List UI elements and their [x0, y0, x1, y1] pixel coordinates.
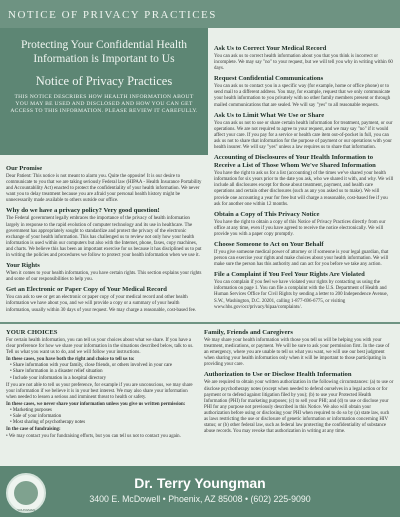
list-item: • Include your information in a hospital directory: [10, 375, 107, 381]
section-body: When it comes to your health information, you have certain rights. This section explains your rights and some of our responsibilities to help you.: [6, 271, 202, 283]
hero-panel: [0, 28, 208, 155]
section-body: If you give someone medical power of attorney or if someone is your legal guardian, that person can exercise your rights and make choices about your health information. We will make sure the person has this authority and can act for you before we take any action.: [214, 249, 389, 268]
section-title: Your Rights: [6, 262, 40, 270]
section-title: Get an Electronic or Paper Copy of Your Medical Record: [6, 286, 167, 294]
never-head: In these cases, we never share your information unless you give us written permission:: [6, 401, 186, 407]
doctor-name: Dr. Terry Youngman: [134, 475, 266, 491]
section-divider: [0, 322, 400, 324]
fundraising-head: In the case of fundraising:: [6, 427, 61, 433]
section-body: We are required to obtain your written authorization in the following circumstances: (a) to use or disclose psychotherapy notes (except when needed to defend ourselves in a legal action or for payment or to defend against litigation filed by you); (b) to use your Protected Health Information (PHI) for marketing purposes; (c) to sell your PHI; and (d) to use or disclose your PHI for any purpose not previously described in this Notice. We also will obtain your authorization before using or disclosing your PHI when required to do so by (a) state law, such as laws restricting the use or disclosure of genetic information or information concerning HIV status; or (b) other federal law, such as federal law protecting the confidentiality of substance abuse records. You may revoke that authorization in writing at any time.: [204, 380, 394, 435]
list-item: • Marketing purposes: [10, 408, 52, 414]
section-title: Ask Us to Correct Your Medical Record: [214, 45, 327, 52]
list-item: • Share information with your family, close friends, or others involved in your care: [10, 363, 173, 369]
section-body: You can ask us not to use or share certain health information for treatment, payment, or our operations. We are not required to agree to your request, and we may say "no" if it would affect your care. If you pay for a service or health care item out-of-pocket in full, you can ask us not to share that information for the purpose of payment or our operations with your health insurer. We will say "yes" unless a law requires us to share that information.: [214, 120, 393, 151]
choices-note: If you are not able to tell us your preference, for example if you are unconscious, we may share your information if we believe it is in your best interest. We may also share your information when needed to lessen a serious and imminent threat to health or safety.: [6, 382, 193, 400]
section-title: Why do we have a privacy policy? Very good question!: [6, 207, 160, 215]
section-body: We may share your health information with those you tell us will be helping you with your treatment, medications, or payment. We will be sure to ask your permission first. In the case of an emergency, where you are unable to tell us what you want, we will use our best judgment when sharing your health information only when it will be important to those participating in providing your care.: [204, 338, 390, 368]
choices-title: YOUR CHOICES: [6, 329, 58, 336]
section-body: You have the right to obtain a copy of this Notice of Privacy Practices directly from our office at any time, even if you have agreed to receive the notice electronically. We will provide you with a paper copy promptly.: [214, 219, 386, 237]
right-column: [214, 42, 394, 322]
section-body: You can ask us to correct health information about you that you think is incorrect or incomplete. We may say "no" to your request, but we will tell you why in writing within 60 days.: [214, 54, 393, 72]
section-title: Our Promise: [6, 165, 43, 172]
choices-cases-head: In these cases, you have both the right and choice to tell us to:: [6, 357, 135, 363]
section-title: Obtain a Copy of This Privacy Notice: [214, 210, 320, 218]
section-body: You can ask us to contact you in a specific way (for example, home or office phone) or to send mail to a different address. You may, for example, request that we only communicate your health information to you privately with no other family members present or through mailed communications that are sealed. We will say "yes" to all reasonable requests.: [214, 84, 391, 108]
section-body: You can complain if you feel we have violated your rights by contacting us using the information on page 1. You can file a complaint with the U.S. Department of Health and Human Services Office for Civil Rights by sending a letter to 200 Independence Avenue, S.W., Washington, D.C. 20201, calling 1-877-696-6775, or visiting www.hhs.gov/ocr/privacy/hipaa/complaints/.: [214, 280, 388, 310]
choices-intro: For certain health information, you can tell us your choices about what we share. If you have a clear preference for how we share your information in the situations described below, talk to us. Tell us what you want us to do, and we will follow your instructions.: [6, 338, 194, 356]
section-title: File a Complaint if You Feel Your Rights Are Violated: [214, 271, 365, 279]
section-body: Dear Patient: This notice is not meant to alarm you. Quite the opposite! It is our desire to communicate to you that we are taking seriously Federal law (HIPAA - Health Insurance Portability and Accountability Act) enacted to protect the confidentiality of your health information. We never want you to delay treatment because you are afraid your personal health history might be unnecessarily made available to others outside our office.: [6, 174, 202, 204]
section-body: The Federal government legally embraces the importance of the privacy of health information largely in response to the rapid evolution of computer technology and its use in healthcare. The government has appropriately sought to standardize and protect the privacy of the electronic exchange of your health information. This has challenged us to review not only how your health information is used within our computers but also with the Internet, phone, faxes, copy machines, and charts. We believe this has been an important exercise for us because it has disciplined us to put in writing the policies and procedures we follow to protect your health information when we use it.: [6, 216, 202, 259]
left-column: [6, 162, 204, 322]
list-item: • Share information in a disaster relief situation: [10, 369, 103, 375]
hero-headline: Protecting Your Confidential Health Information is Important to Us: [20, 39, 188, 65]
section-title: Authorization to Use or Disclose Health Information: [204, 371, 352, 379]
section-body: You can ask to see or get an electronic or paper copy of your medical record and other health information we have about you, and we will provide a copy or a summary of your health information, usually within 30 days of your request. We may charge a reasonable, cost-based fee.: [6, 295, 197, 313]
section-title: Request Confidential Communications: [214, 75, 324, 83]
fundraising-body: • We may contact you for fundraising efforts, but you can tell us not to contact you again.: [6, 434, 181, 440]
section-title: Ask Us to Limit What We Use or Share: [214, 111, 325, 119]
authorization-column: [204, 326, 394, 472]
list-item: • Sale of your information: [10, 414, 62, 420]
page-title: NOTICE OF PRIVACY PRACTICES: [8, 9, 217, 21]
section-body: You have the right to ask us for a list (accounting) of the times we've shared your health information for six years prior to the date you ask, who we shared it with, and why. We will include all disclosures except for those about treatment, payment, and health care operations and certain other disclosures (such as any you asked us to make). We will provide one accounting a year for free but will charge a reasonable, cost-based fee if you ask for another one within 12 months.: [214, 171, 394, 207]
list-item: • Most sharing of psychotherapy notes: [10, 420, 86, 426]
hero-blurb: THIS NOTICE DESCRIBES HOW HEALTH INFORMATION ABOUT YOU MAY BE USED AND DISCLOSED AND HOW YOU CAN GET ACCESS TO THIS INFORMATION. PLEASE REVIEW IT CAREFULLY.: [10, 94, 198, 114]
practice-address: 3400 E. McDowell • Phoenix, AZ 85008 • (602) 225-9090: [89, 494, 311, 504]
footer-band: [0, 466, 400, 517]
hero-subtitle: Notice of Privacy Practices: [35, 74, 173, 88]
never-list: [10, 408, 196, 426]
section-title: Family, Friends and Caregivers: [204, 329, 293, 336]
section-title: Accounting of Disclosures of Your Health Information to Receive a List of Those Whom We've Shared Information: [214, 154, 376, 170]
header-band: [0, 0, 400, 28]
logo-text: YOUNGMAN: [17, 508, 35, 512]
section-title: Choose Someone to Act on Your Behalf: [214, 240, 324, 248]
choices-cases-list: [10, 363, 196, 381]
choices-column: [6, 326, 196, 472]
